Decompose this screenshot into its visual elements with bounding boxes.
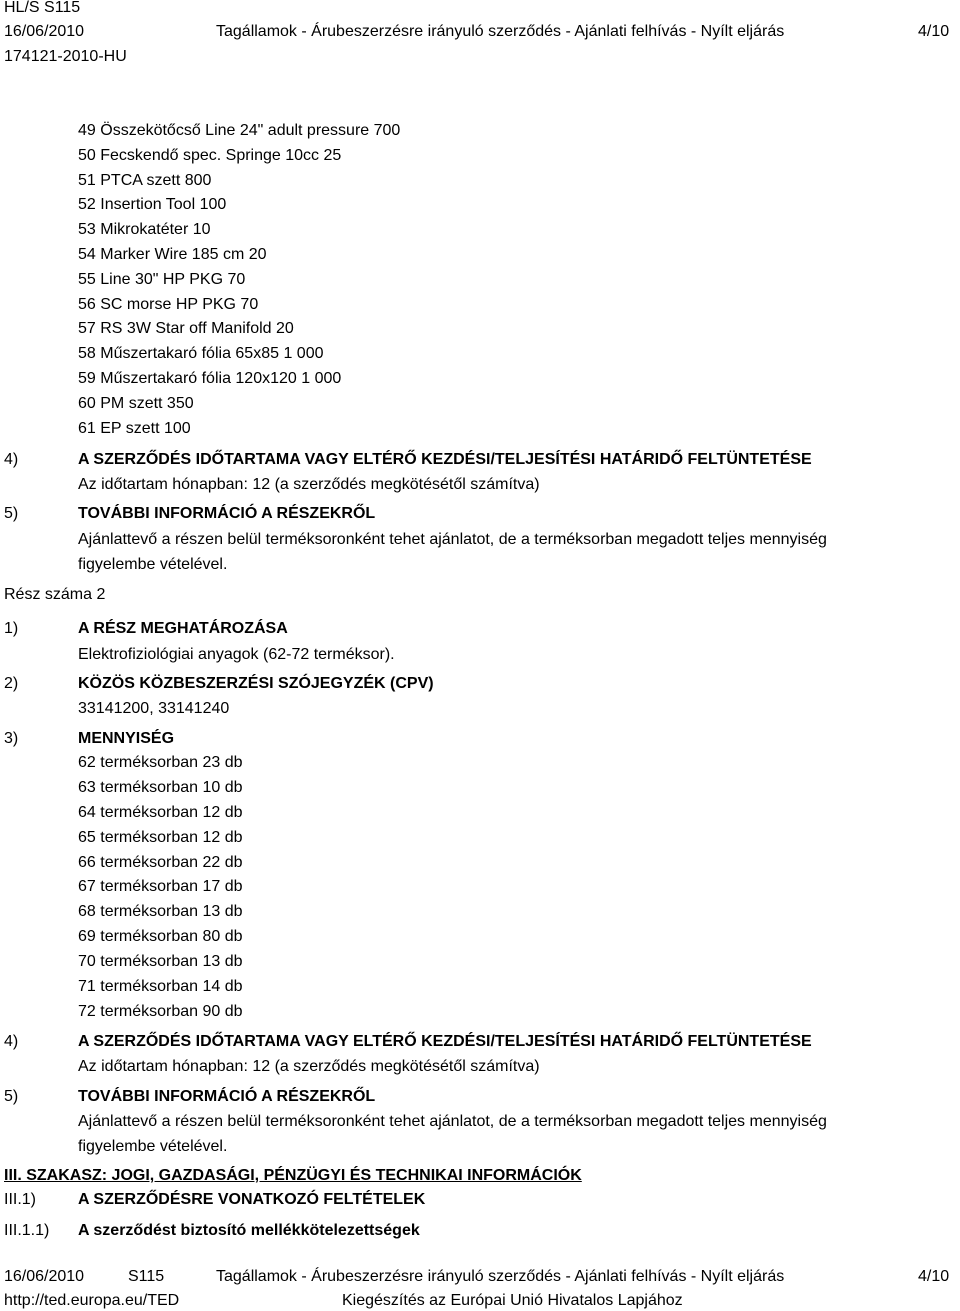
p1-s5-text-line1: Ajánlattevő a részen belül terméksoronként tehet ajánlatot, de a terméksorban megadott teljes mennyiség: [78, 531, 827, 548]
footer-date: 16/06/2010: [4, 1268, 85, 1285]
list-item: 63 terméksorban 10 db: [78, 778, 243, 796]
header-title: Tagállamok - Árubeszerzésre irányuló szerződés - Ajánlati felhívás - Nyílt eljárás: [216, 23, 785, 40]
list-item: 53 Mikrokatéter 10: [78, 221, 211, 239]
item-list-part1: [78, 119, 400, 441]
p1-s5-text-line2: figyelembe vételével.: [78, 556, 228, 573]
part-number-label: Rész száma 2: [4, 586, 106, 603]
p2-s5-text-line1: Ajánlattevő a részen belül terméksoronként tehet ajánlatot, de a terméksorban megadott teljes mennyiség: [78, 1113, 827, 1130]
p2-s2-number: 2): [4, 675, 19, 692]
list-item: 62 terméksorban 23 db: [78, 754, 243, 771]
p2-s4-number: 4): [4, 1033, 19, 1050]
p2-s4-heading: A SZERZŐDÉS IDŐTARTAMA VAGY ELTÉRŐ KEZDÉSI/TELJESÍTÉSI HATÁRIDŐ FELTÜNTETÉSE: [78, 1033, 812, 1050]
p2-s3-number: 3): [4, 730, 19, 747]
footer-publisher: Kiegészítés az Európai Unió Hivatalos Lapjához: [342, 1292, 683, 1309]
list-item: 71 terméksorban 14 db: [78, 978, 243, 996]
section-iii-1-number: III.1): [4, 1191, 37, 1208]
footer-code: S115: [128, 1268, 165, 1285]
list-item: 72 terméksorban 90 db: [78, 1002, 243, 1020]
footer-title: Tagállamok - Árubeszerzésre irányuló szerződés - Ajánlati felhívás - Nyílt eljárás: [216, 1268, 785, 1285]
p2-s3-heading: MENNYISÉG: [78, 730, 175, 747]
header-ref-code: HL/S S115: [4, 0, 81, 16]
footer-page-number: 4/10: [918, 1268, 950, 1285]
p2-s1-number: 1): [4, 620, 19, 637]
list-item: 54 Marker Wire 185 cm 20: [78, 245, 267, 263]
p1-s5-number: 5): [4, 505, 19, 522]
p2-s5-heading: TOVÁBBI INFORMÁCIÓ A RÉSZEKRŐL: [78, 1088, 376, 1105]
p2-s1-text: Elektrofiziológiai anyagok (62-72 terméksor).: [78, 646, 395, 663]
p2-s1-heading: A RÉSZ MEGHATÁROZÁSA: [78, 620, 288, 637]
list-item: 68 terméksorban 13 db: [78, 903, 243, 921]
p2-s5-text-line2: figyelembe vételével.: [78, 1138, 228, 1155]
p1-s4-heading: A SZERZŐDÉS IDŐTARTAMA VAGY ELTÉRŐ KEZDÉSI/TELJESÍTÉSI HATÁRIDŐ FELTÜNTETÉSE: [78, 451, 812, 468]
footer-url: http://ted.europa.eu/TED: [4, 1292, 180, 1309]
header-doc-id: 174121-2010-HU: [4, 48, 127, 65]
list-item: 57 RS 3W Star off Manifold 20: [78, 320, 294, 338]
p1-s5-heading: TOVÁBBI INFORMÁCIÓ A RÉSZEKRŐL: [78, 505, 376, 522]
list-item: 61 EP szett 100: [78, 419, 191, 437]
list-item: 67 terméksorban 17 db: [78, 878, 243, 896]
list-item: 60 PM szett 350: [78, 394, 194, 412]
p2-s5-number: 5): [4, 1088, 19, 1105]
list-item: 51 PTCA szett 800: [78, 171, 212, 189]
list-item: 56 SC morse HP PKG 70: [78, 295, 259, 313]
header-date: 16/06/2010: [4, 23, 85, 40]
p2-s2-heading: KÖZÖS KÖZBESZERZÉSI SZÓJEGYZÉK (CPV): [78, 675, 434, 692]
item-list-part2: [78, 751, 243, 1025]
header-page-number: 4/10: [918, 23, 950, 40]
p1-s4-text: Az időtartam hónapban: 12 (a szerződés megkötésétől számítva): [78, 476, 540, 493]
list-item: 70 terméksorban 13 db: [78, 953, 243, 971]
p2-s4-text: Az időtartam hónapban: 12 (a szerződés megkötésétől számítva): [78, 1058, 540, 1075]
list-item: 64 terméksorban 12 db: [78, 803, 243, 821]
list-item: 49 Összekötőcső Line 24" adult pressure 700: [78, 122, 401, 139]
list-item: 66 terméksorban 22 db: [78, 853, 243, 871]
section-iii-1-1-heading: A szerződést biztosító mellékkötelezettségek: [78, 1222, 420, 1239]
p2-s2-text: 33141200, 33141240: [78, 700, 230, 717]
section-iii-1-heading: A SZERZŐDÉSRE VONATKOZÓ FELTÉTELEK: [78, 1191, 426, 1208]
section-iii-heading: III. SZAKASZ: JOGI, GAZDASÁGI, PÉNZÜGYI ÉS TECHNIKAI INFORMÁCIÓK: [4, 1167, 582, 1184]
list-item: 69 terméksorban 80 db: [78, 928, 243, 946]
list-item: 58 Műszertakaró fólia 65x85 1 000: [78, 345, 324, 363]
list-item: 59 Műszertakaró fólia 120x120 1 000: [78, 369, 342, 387]
list-item: 52 Insertion Tool 100: [78, 196, 227, 214]
list-item: 55 Line 30" HP PKG 70: [78, 270, 246, 288]
p1-s4-number: 4): [4, 451, 19, 468]
list-item: 50 Fecskendő spec. Springe 10cc 25: [78, 146, 342, 164]
list-item: 65 terméksorban 12 db: [78, 828, 243, 846]
section-iii-1-1-number: III.1.1): [4, 1222, 50, 1239]
